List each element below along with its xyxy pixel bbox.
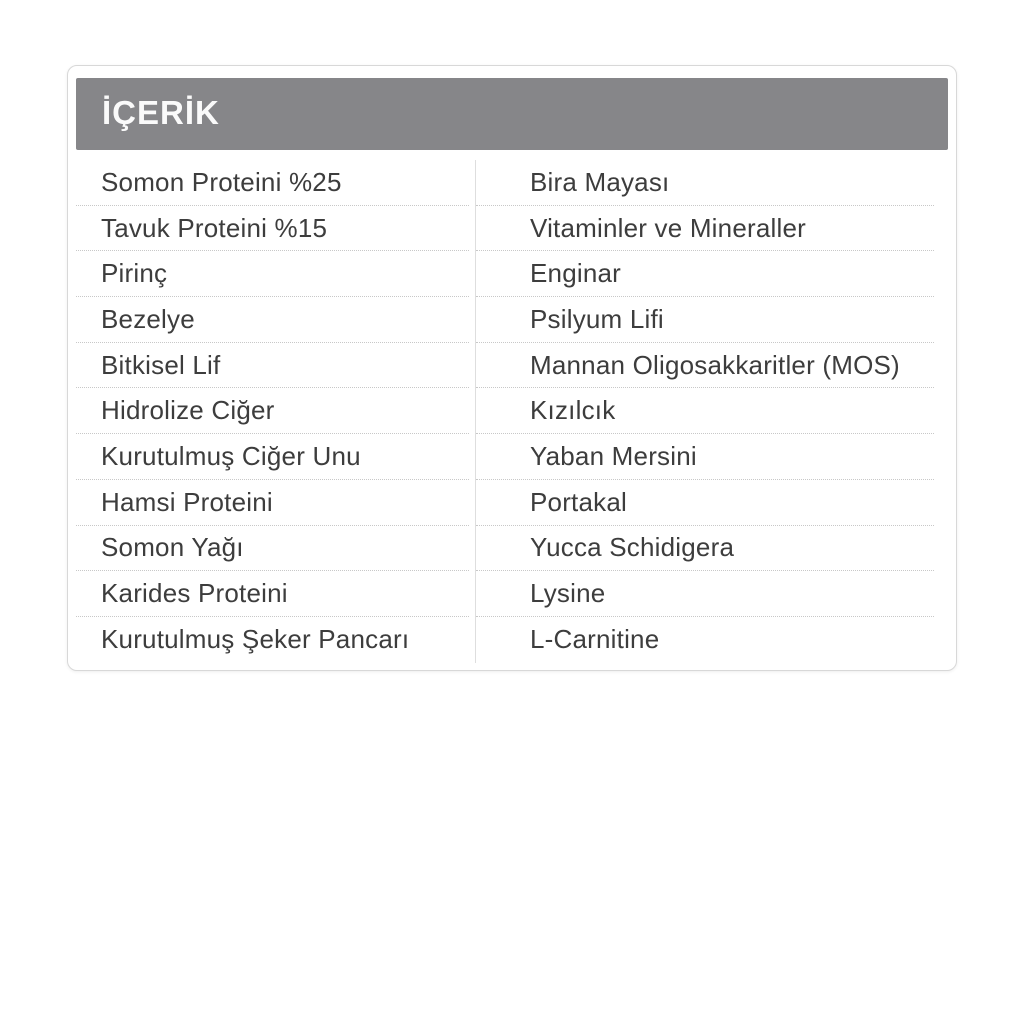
ingredient-label: Karides Proteini bbox=[101, 578, 288, 609]
ingredient-label: Hamsi Proteini bbox=[101, 486, 273, 517]
ingredient-label: Kızılcık bbox=[530, 395, 616, 426]
list-item bbox=[76, 526, 469, 572]
list-item bbox=[76, 388, 469, 434]
list-item bbox=[76, 160, 469, 206]
ingredient-label: Bitkisel Lif bbox=[101, 349, 221, 380]
ingredient-label: Lysine bbox=[530, 578, 606, 609]
ingredient-label: Somon Yağı bbox=[101, 532, 244, 563]
ingredients-column-right bbox=[475, 160, 942, 663]
ingredient-label: Bezelye bbox=[101, 303, 195, 334]
list-item bbox=[476, 526, 934, 572]
ingredient-label: Enginar bbox=[530, 258, 622, 289]
ingredient-label: Kurutulmuş Ciğer Unu bbox=[101, 440, 361, 471]
list-item bbox=[76, 206, 469, 252]
ingredient-label: Kurutulmuş Şeker Pancarı bbox=[101, 624, 410, 655]
list-item bbox=[476, 617, 934, 663]
list-item bbox=[76, 480, 469, 526]
ingredients-column-left bbox=[76, 160, 475, 663]
ingredient-label: Pirinç bbox=[101, 258, 168, 289]
ingredient-label: Bira Mayası bbox=[530, 166, 670, 197]
list-item bbox=[76, 617, 469, 663]
list-item bbox=[76, 297, 469, 343]
ingredient-label: Hidrolize Ciğer bbox=[101, 395, 275, 426]
list-item bbox=[476, 571, 934, 617]
list-item bbox=[476, 434, 934, 480]
list-item bbox=[76, 343, 469, 389]
list-item bbox=[76, 434, 469, 480]
ingredients-card bbox=[67, 65, 957, 671]
section-title: İÇERİK bbox=[102, 93, 220, 131]
list-item bbox=[476, 388, 934, 434]
list-item bbox=[476, 160, 934, 206]
ingredients-header bbox=[76, 78, 948, 150]
ingredient-label: Mannan Oligosakkaritler (MOS) bbox=[530, 349, 900, 380]
ingredient-label: Yaban Mersini bbox=[530, 440, 697, 471]
ingredient-label: Vitaminler ve Mineraller bbox=[530, 212, 806, 243]
list-item bbox=[476, 297, 934, 343]
ingredient-label: Psilyum Lifi bbox=[530, 303, 664, 334]
ingredient-label: L-Carnitine bbox=[530, 624, 660, 655]
list-item bbox=[476, 251, 934, 297]
list-item bbox=[476, 480, 934, 526]
ingredient-label: Yucca Schidigera bbox=[530, 532, 735, 563]
ingredient-label: Portakal bbox=[530, 486, 627, 517]
list-item bbox=[476, 343, 934, 389]
ingredient-label: Somon Proteini %25 bbox=[101, 166, 342, 197]
list-item bbox=[76, 251, 469, 297]
list-item bbox=[76, 571, 469, 617]
ingredients-list bbox=[68, 150, 956, 663]
list-item bbox=[476, 206, 934, 252]
ingredient-label: Tavuk Proteini %15 bbox=[101, 212, 328, 243]
